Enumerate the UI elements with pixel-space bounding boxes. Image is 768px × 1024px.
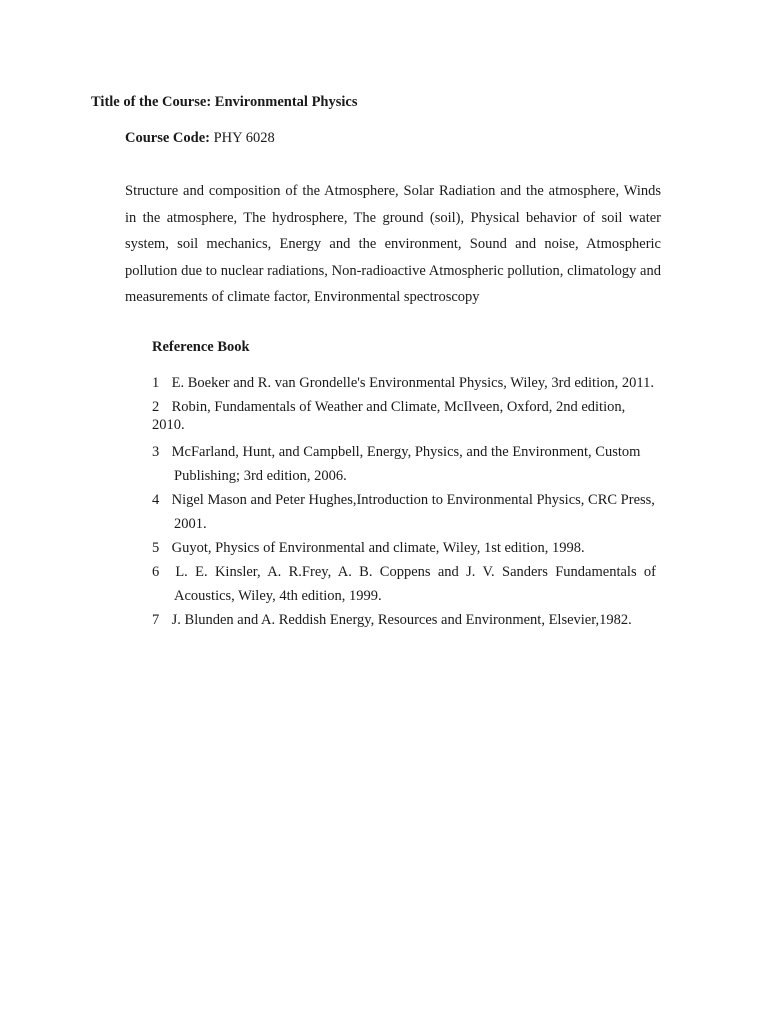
reference-text: J. Blunden and A. Reddish Energy, Resources and Environment, Elsevier,1982. bbox=[171, 612, 632, 628]
reference-number: 6 bbox=[152, 564, 160, 580]
course-code-value: PHY 6028 bbox=[209, 130, 275, 146]
reference-number: 7 bbox=[152, 612, 160, 628]
reference-item bbox=[152, 398, 656, 434]
reference-text: Robin, Fundamentals of Weather and Climate, McIlveen, Oxford, 2nd edition, 2010. bbox=[152, 399, 626, 433]
reference-text: E. Boeker and R. van Grondelle's Environmental Physics, Wiley, 3rd edition, 2011. bbox=[171, 375, 654, 391]
reference-number: 2 bbox=[152, 399, 160, 415]
reference-item bbox=[152, 536, 656, 560]
reference-item bbox=[152, 488, 656, 536]
reference-text: Guyot, Physics of Environmental and climate, Wiley, 1st edition, 1998. bbox=[171, 540, 585, 556]
reference-item bbox=[152, 440, 656, 488]
reference-text: McFarland, Hunt, and Campbell, Energy, Physics, and the Environment, Custom Publishing; 3rd edition, 2006. bbox=[171, 444, 641, 484]
reference-number: 5 bbox=[152, 540, 160, 556]
reference-heading: Reference Book bbox=[152, 339, 250, 355]
course-title: Title of the Course: Environmental Physics bbox=[91, 94, 358, 110]
reference-item bbox=[152, 608, 656, 632]
course-description: Structure and composition of the Atmosphere, Solar Radiation and the atmosphere, Winds in the atmosphere, The hydrosphere, The ground (soil), Physical behavior of soil water system, soil mechanics, Energy and the environment, Sound and noise, Atmospheric pollution due to nuclear radiations, Non-radioactive Atmospheric pollution, climatology and measurements of climate factor, Environmental spectroscopy bbox=[125, 183, 661, 305]
reference-item bbox=[152, 560, 656, 608]
reference-number: 3 bbox=[152, 444, 160, 460]
reference-text: L. E. Kinsler, A. R.Frey, A. B. Coppens and J. V. Sanders Fundamentals of Acoustics, Wiley, 4th edition, 1999. bbox=[174, 564, 656, 604]
reference-text: Nigel Mason and Peter Hughes,Introduction to Environmental Physics, CRC Press, 2001. bbox=[171, 492, 655, 532]
course-code bbox=[125, 130, 275, 147]
reference-list bbox=[152, 371, 656, 632]
course-code-label: Course Code: bbox=[125, 130, 210, 146]
reference-number: 4 bbox=[152, 492, 160, 508]
reference-item bbox=[152, 371, 656, 395]
reference-number: 1 bbox=[152, 375, 160, 391]
